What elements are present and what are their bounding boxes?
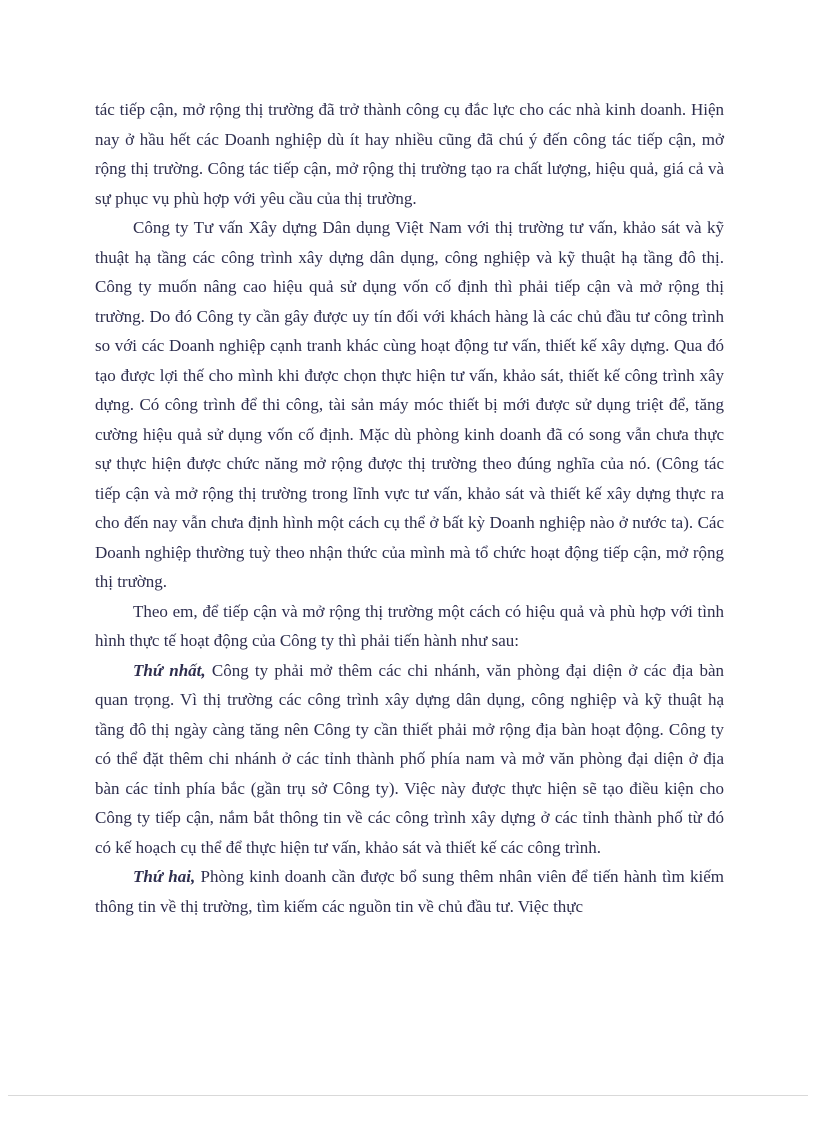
- paragraph-lead-thu-hai: Thứ hai,: [133, 867, 196, 886]
- paragraph-company-intro: [95, 213, 724, 597]
- paragraph-proposal-intro: [95, 597, 724, 656]
- paragraph-text: Theo em, để tiếp cận và mở rộng thị trường một cách có hiệu quả và phù hợp với tình hình thực tế hoạt động của Công ty thì phải tiến hành như sau:: [95, 601, 724, 650]
- paragraph-text: Phòng kinh doanh cần được bổ sung thêm nhân viên để tiến hành tìm kiếm thông tin về thị trường, tìm kiếm các nguồn tin về chủ đầu tư. Việc thực: [95, 867, 725, 916]
- paragraph-first-point: [95, 656, 724, 863]
- document-body: [95, 95, 724, 921]
- paragraph-lead-thu-nhat: Thứ nhất,: [133, 660, 206, 680]
- paragraph-text: tác tiếp cận, mở rộng thị trường đã trở thành công cụ đắc lực cho các nhà kinh doanh. Hiện nay ở hầu hết các Doanh nghiệp dù ít hay nhiều cũng đã chú ý đến công tác tiếp cận, mở rộng thị trường. Công tác tiếp cận, mở rộng thị trường tạo ra chất lượng, hiệu quả, giá cả và sự phục vụ phù hợp với yêu cầu của thị trường.: [95, 100, 724, 208]
- paragraph-text: Công ty Tư vấn Xây dựng Dân dụng Việt Nam với thị trường tư vấn, khảo sát và kỹ thuật hạ tầng các công trình xây dựng dân dụng, công nghiệp và kỹ thuật hạ tầng đô thị. Công ty muốn nâng cao hiệu quả sử dụng vốn cố định thì phải tiếp cận và mở rộng thị trường. Do đó Công ty cần gây được uy tín đối với khách hàng là các chủ đầu tư công trình so với các Doanh nghiệp cạnh tranh khác cùng hoạt động tư vấn, thiết kế xây dựng. Qua đó tạo được lợi thế cho mình khi được chọn thực hiện tư vấn, khảo sát, thiết kế công trình xây dựng. Có công trình để thi công, tài sản máy móc thiết bị mới được sử dụng triệt để, tăng cường hiệu quả sử dụng vốn cố định. Mặc dù phòng kinh doanh đã có song vẫn chưa thực sự thực hiện được chức năng mở rộng được thị trường theo đúng nghĩa của nó. (Công tác tiếp cận và mở rộng thị trường trong lĩnh vực tư vấn, khảo sát và thiết kế xây dựng thực ra cho đến nay vẫn chưa định hình một cách cụ thể ở bất kỳ Doanh nghiệp nào ở nước ta). Các Doanh nghiệp thường tuỳ theo nhận thức của mình mà tổ chức hoạt động tiếp cận, mở rộng thị trường.: [95, 218, 724, 591]
- paragraph-continuation: [95, 95, 724, 213]
- paragraph-text: Công ty phải mở thêm các chi nhánh, văn phòng đại diện ở các địa bàn quan trọng. Vì thị trường các công trình xây dựng dân dụng, công nghiệp và kỹ thuật hạ tầng đô thị ngày càng tăng nên Công ty cần thiết phải mở rộng địa bàn hoạt động. Công ty có thể đặt thêm chi nhánh ở các tỉnh thành phố phía nam và mở văn phòng đại diện ở địa bàn các tỉnh phía bắc (gần trụ sở Công ty). Việc này được thực hiện sẽ tạo điều kiện cho Công ty tiếp cận, nắm bắt thông tin về các công trình xây dựng ở các tỉnh thành phố từ đó có kế hoạch cụ thể để thực hiện tư vấn, khảo sát và thiết kế các công trình.: [95, 660, 725, 857]
- footer-divider: [8, 1095, 808, 1096]
- paragraph-second-point: [95, 862, 724, 921]
